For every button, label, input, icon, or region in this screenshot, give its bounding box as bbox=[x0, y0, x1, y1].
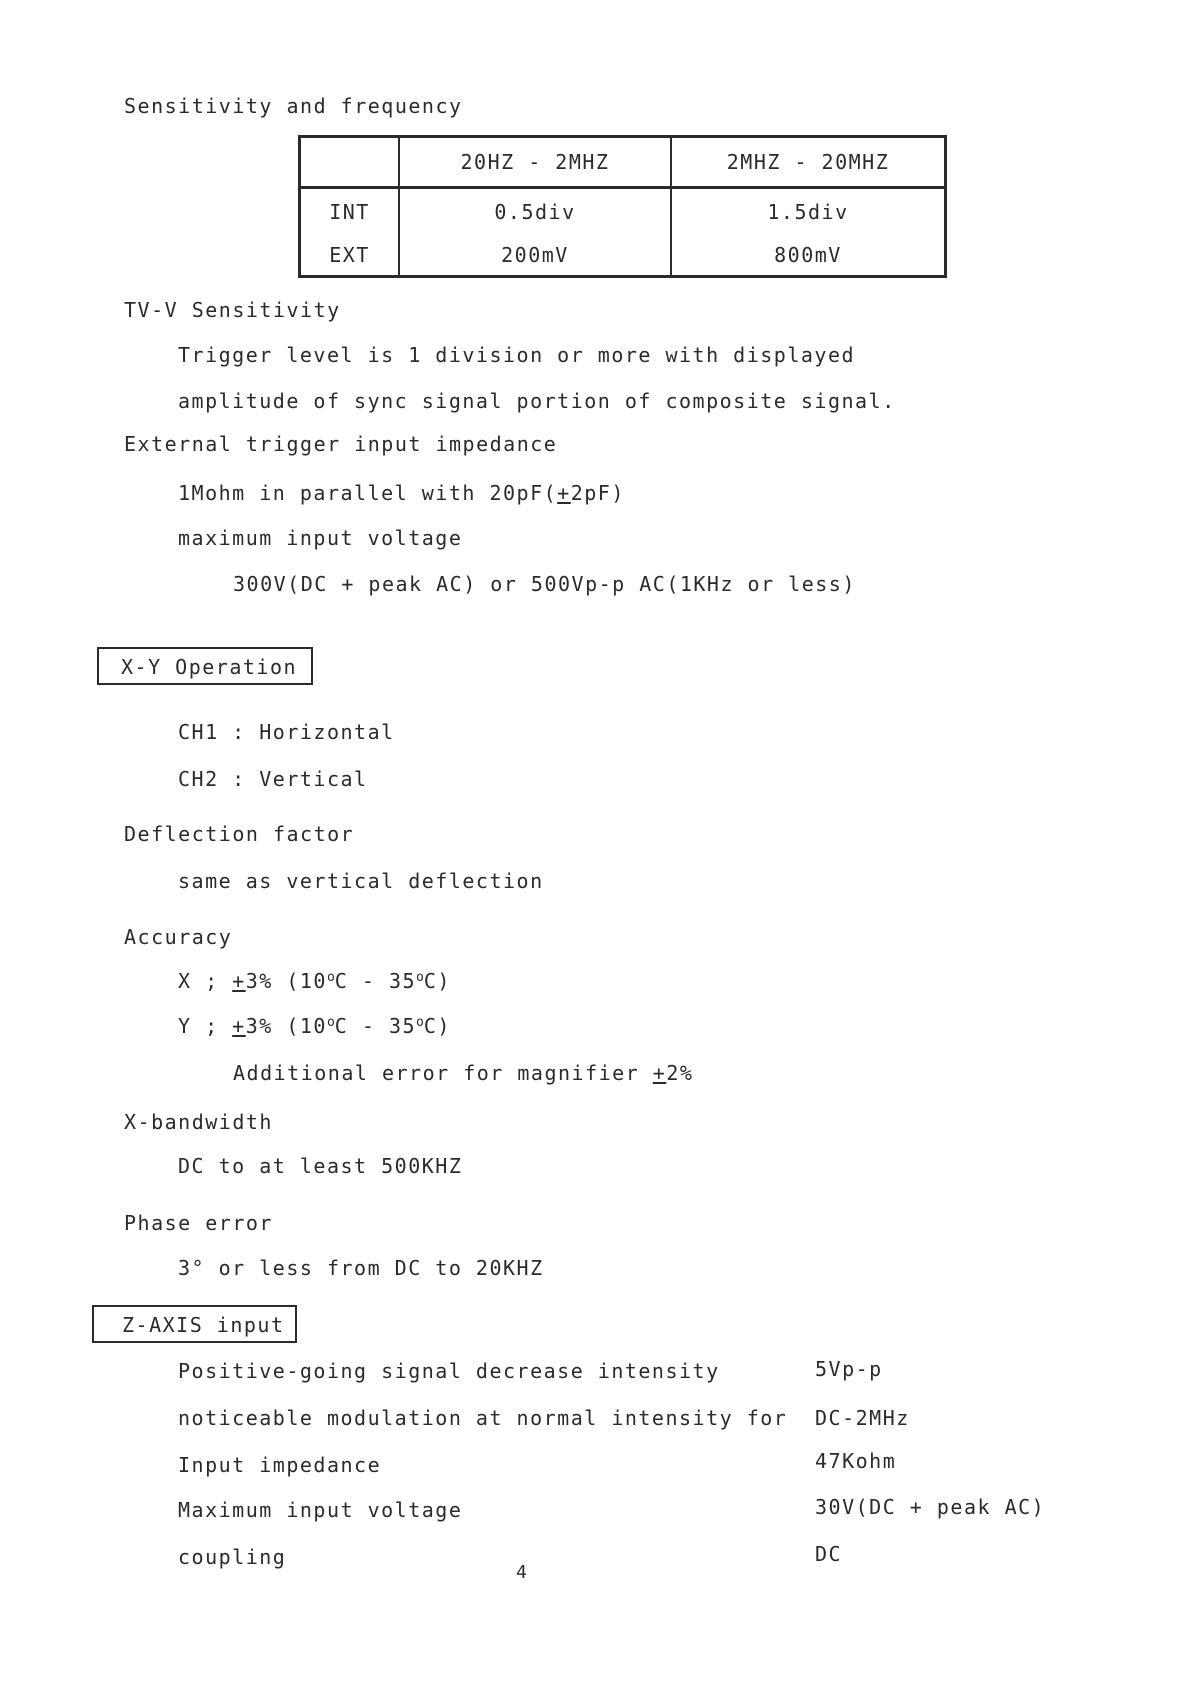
ch1-line: CH1 : Horizontal bbox=[178, 720, 395, 744]
table-header-high-freq: 2MHZ - 20MHZ bbox=[671, 137, 946, 188]
max-voltage-value: 300V(DC + peak AC) or 500Vp-p AC(1KHz or less) bbox=[233, 572, 856, 596]
table-header-low-freq: 20HZ - 2MHZ bbox=[399, 137, 671, 188]
plus-minus-sign: + bbox=[557, 481, 571, 505]
zaxis-input-box: Z-AXIS input bbox=[92, 1305, 297, 1343]
phase-value: 3° or less from DC to 20KHZ bbox=[178, 1256, 544, 1280]
zaxis-label: Positive-going signal decrease intensity bbox=[178, 1359, 720, 1383]
accuracy-y-prefix: Y ; bbox=[178, 1014, 233, 1038]
plus-minus-sign: + bbox=[652, 1061, 667, 1085]
bandwidth-heading: X-bandwidth bbox=[124, 1110, 273, 1134]
ext-impedance-line bbox=[178, 483, 625, 503]
zaxis-value: 5Vp-p bbox=[815, 1357, 883, 1381]
degree-symbol: o bbox=[326, 1015, 335, 1030]
accuracy-x-line bbox=[178, 971, 451, 991]
table-row bbox=[300, 188, 946, 236]
zaxis-label: Input impedance bbox=[178, 1453, 382, 1477]
row-label-ext: EXT bbox=[300, 235, 400, 277]
zaxis-label: noticeable modulation at normal intensity for bbox=[178, 1406, 788, 1430]
tvv-heading: TV-V Sensitivity bbox=[124, 298, 341, 322]
magnifier-value: 2% bbox=[666, 1061, 694, 1085]
accuracy-x-mid: C - 35 bbox=[334, 969, 417, 993]
int-low-value: 0.5div bbox=[399, 188, 671, 236]
magnifier-line bbox=[233, 1063, 693, 1083]
accuracy-heading: Accuracy bbox=[124, 925, 233, 949]
accuracy-x-end: C) bbox=[423, 969, 451, 993]
int-high-value: 1.5div bbox=[671, 188, 946, 236]
table-header-row bbox=[300, 137, 946, 188]
sensitivity-table bbox=[298, 135, 947, 278]
xy-operation-box: X-Y Operation bbox=[97, 647, 313, 685]
zaxis-label: Maximum input voltage bbox=[178, 1498, 463, 1522]
tvv-line-1: Trigger level is 1 division or more with displayed bbox=[178, 343, 856, 367]
table-row bbox=[300, 235, 946, 277]
table-header-empty bbox=[300, 137, 400, 188]
sensitivity-heading: Sensitivity and frequency bbox=[124, 94, 463, 118]
ext-trigger-heading: External trigger input impedance bbox=[124, 432, 558, 456]
zaxis-label: coupling bbox=[178, 1545, 287, 1569]
accuracy-y-line bbox=[178, 1016, 451, 1036]
ch2-line: CH2 : Vertical bbox=[178, 767, 368, 791]
tvv-line-2: amplitude of sync signal portion of composite signal. bbox=[178, 389, 896, 413]
accuracy-y-end: C) bbox=[423, 1014, 451, 1038]
accuracy-y-mid: C - 35 bbox=[334, 1014, 417, 1038]
ext-impedance-prefix: 1Mohm in parallel with 20pF( bbox=[178, 481, 558, 505]
page-number: 4 bbox=[516, 1562, 529, 1583]
zaxis-value: 30V(DC + peak AC) bbox=[815, 1495, 1046, 1519]
max-voltage-label: maximum input voltage bbox=[178, 526, 463, 550]
accuracy-x-value: 3% (10 bbox=[245, 969, 327, 993]
phase-heading: Phase error bbox=[124, 1211, 273, 1235]
zaxis-value: 47Kohm bbox=[815, 1449, 897, 1473]
row-label-int: INT bbox=[300, 188, 400, 236]
ext-high-value: 800mV bbox=[671, 235, 946, 277]
zaxis-value: DC-2MHz bbox=[815, 1406, 910, 1430]
accuracy-x-prefix: X ; bbox=[178, 969, 233, 993]
ext-low-value: 200mV bbox=[399, 235, 671, 277]
plus-minus-sign: + bbox=[232, 969, 246, 993]
bandwidth-value: DC to at least 500KHZ bbox=[178, 1154, 463, 1178]
magnifier-text: Additional error for magnifier bbox=[233, 1061, 653, 1085]
zaxis-value: DC bbox=[815, 1542, 843, 1566]
accuracy-y-value: 3% (10 bbox=[245, 1014, 327, 1038]
deflection-value: same as vertical deflection bbox=[178, 869, 544, 893]
degree-symbol: o bbox=[326, 970, 335, 985]
degree-symbol: o bbox=[416, 970, 424, 985]
plus-minus-sign: + bbox=[232, 1014, 246, 1038]
degree-symbol: o bbox=[416, 1015, 424, 1030]
deflection-heading: Deflection factor bbox=[124, 822, 355, 846]
ext-impedance-tolerance: 2pF) bbox=[570, 481, 625, 505]
